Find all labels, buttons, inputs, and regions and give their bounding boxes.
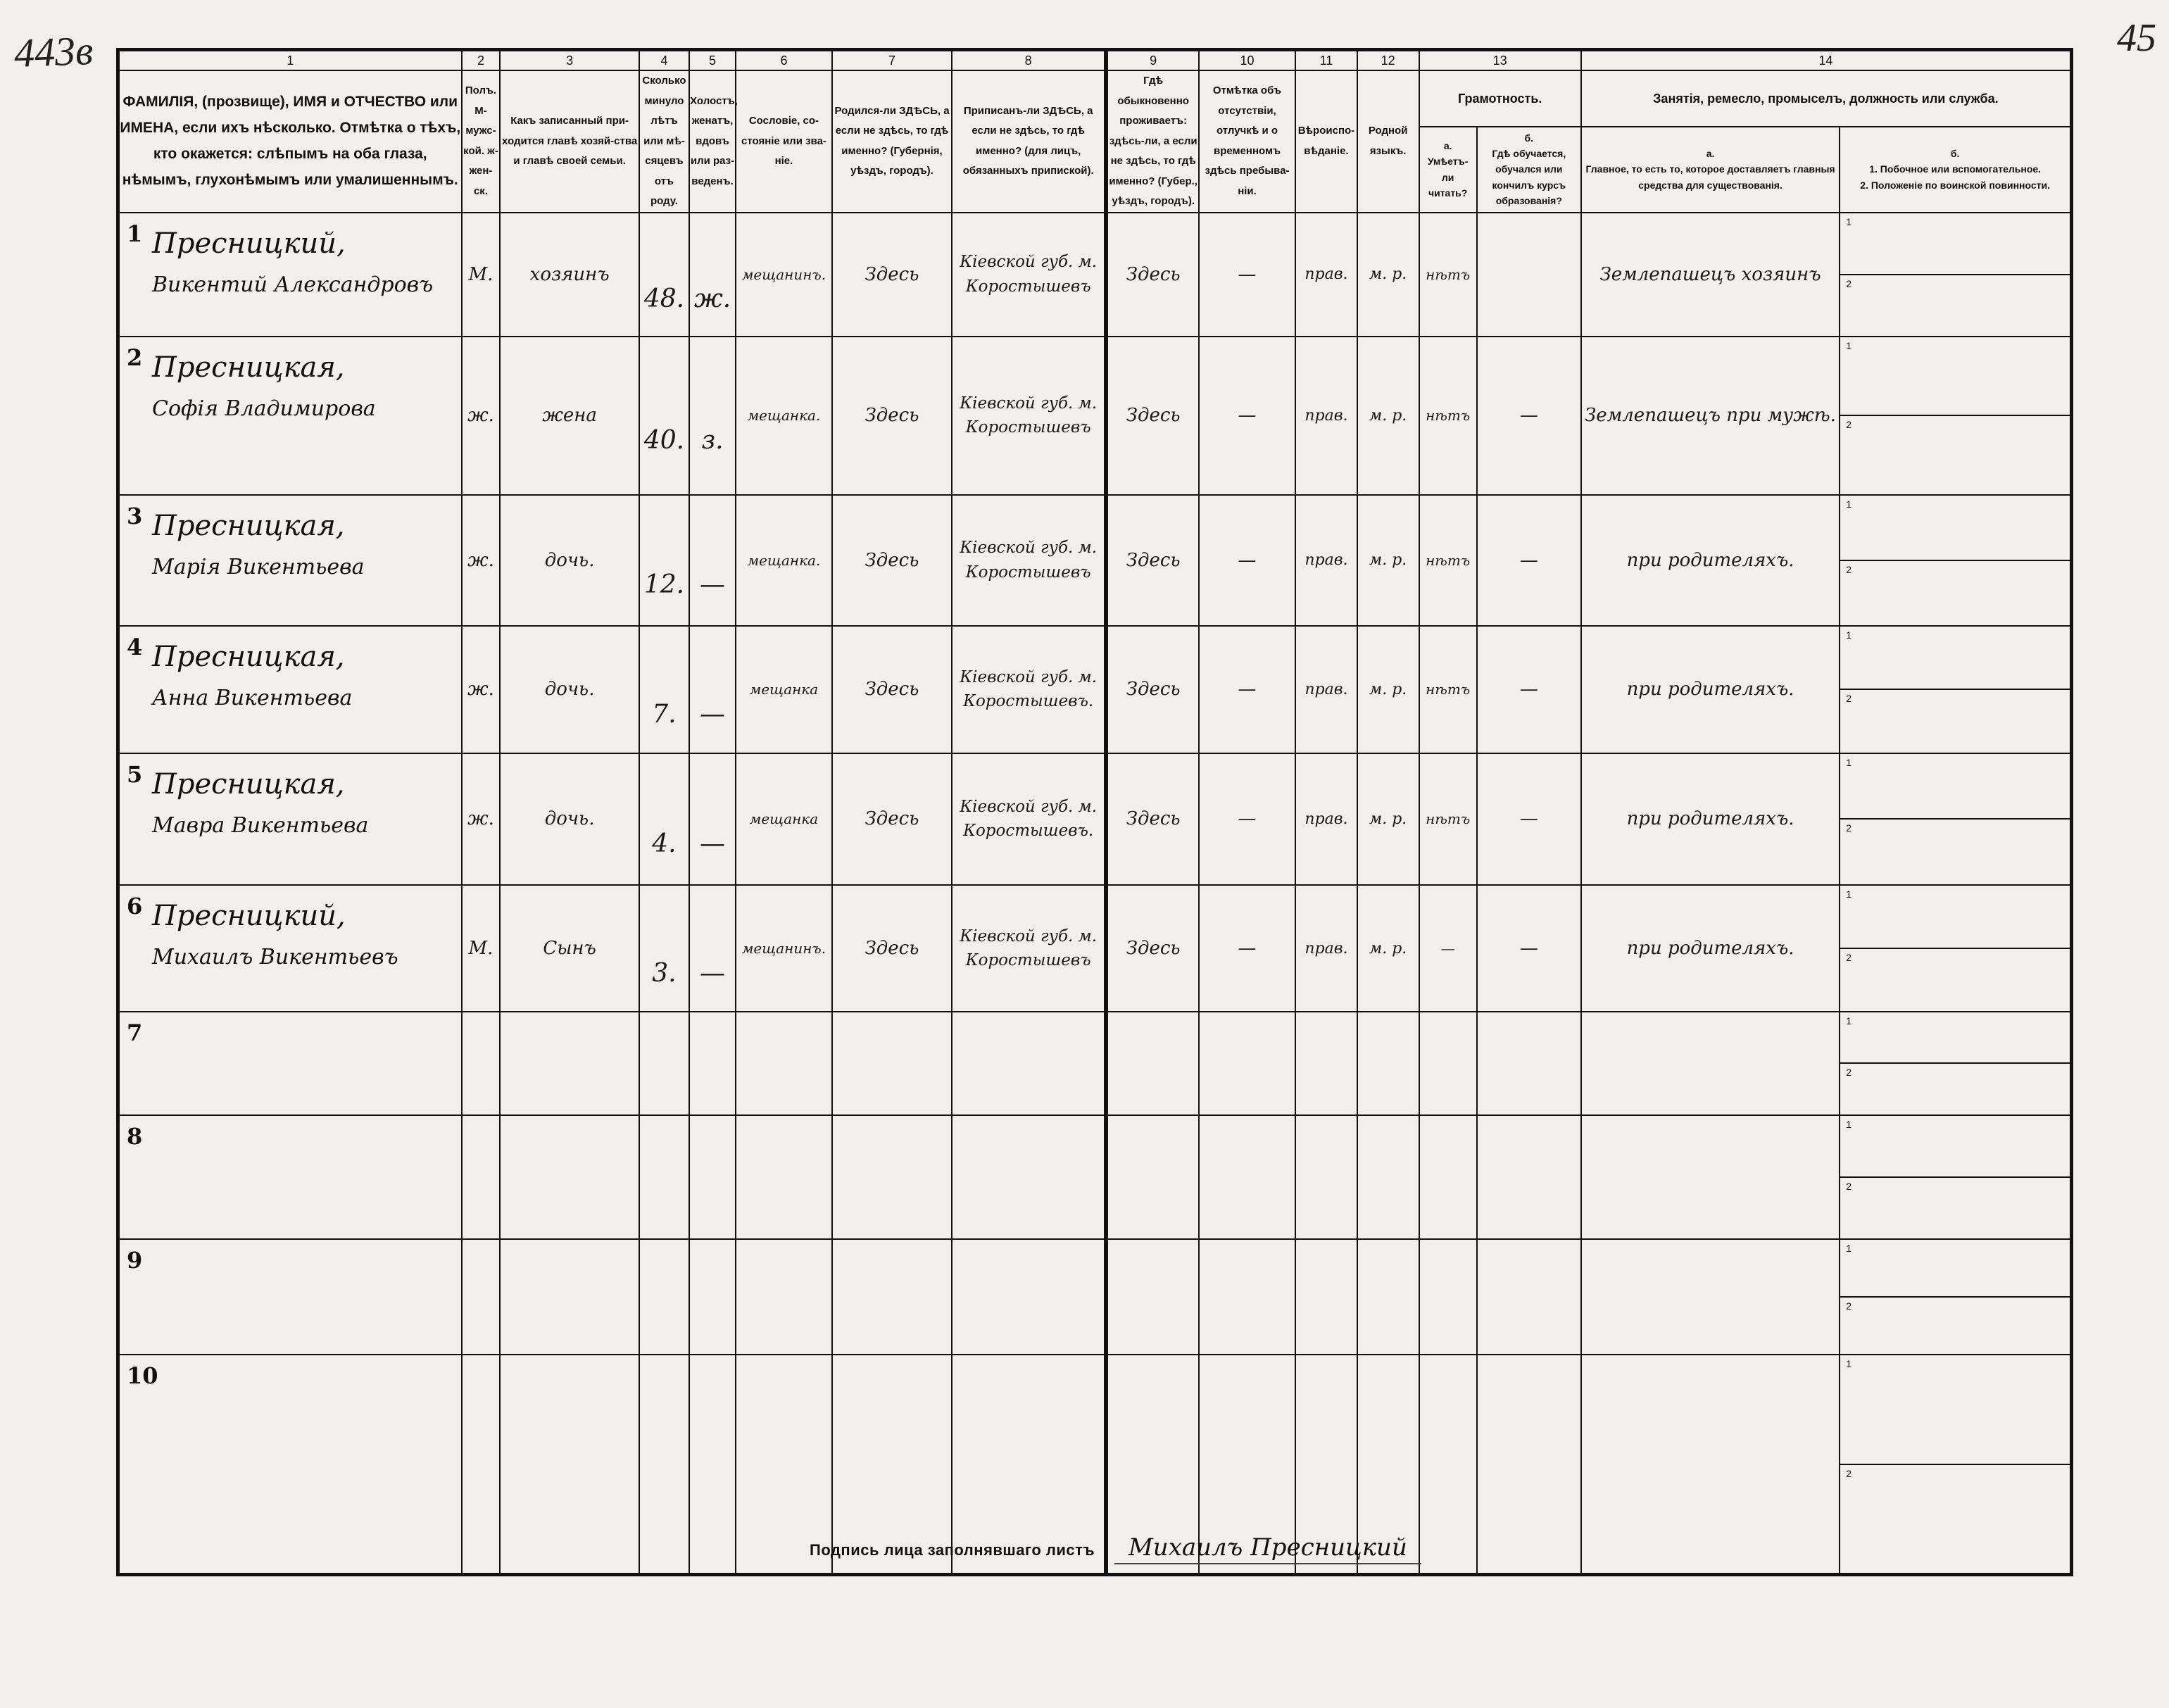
signature-line	[810, 1533, 1514, 1576]
surname: Пресницкая,	[152, 640, 345, 673]
secondary-line-1: 1	[1840, 754, 2070, 820]
sex-cell	[462, 1115, 501, 1239]
col-num: 10	[1199, 50, 1295, 71]
sex-cell	[462, 1355, 501, 1574]
language-cell: м. р.	[1357, 885, 1419, 1012]
language-cell: м. р.	[1357, 337, 1419, 495]
absence-cell	[1199, 1239, 1295, 1355]
table-row	[118, 213, 2072, 337]
table-row	[118, 1239, 2072, 1355]
relation-cell: жена	[500, 337, 639, 495]
header-education	[1477, 127, 1581, 213]
education-cell	[1477, 1012, 1581, 1115]
row-number: 6	[127, 893, 143, 920]
person-name-cell	[118, 885, 462, 1012]
residence-cell: Здесь	[1106, 337, 1199, 495]
religion-cell	[1295, 1115, 1357, 1239]
age-cell	[639, 753, 689, 886]
estate-cell: мещанка.	[736, 495, 832, 626]
sex-cell	[462, 1012, 501, 1115]
col-num: 11	[1295, 50, 1357, 71]
secondary-line-1: 1	[1840, 886, 2070, 949]
residence-cell: Здесь	[1106, 885, 1199, 1012]
secondary-line-1: 1	[1840, 496, 2070, 561]
relation-cell	[500, 1012, 639, 1115]
header-born: Родился-ли ЗДѢСЬ, а если не здѣсь, то гдѣ именно? (Губернія, уѣздъ, городъ).	[832, 70, 952, 213]
header-occupation: Занятія, ремесло, промыселъ, должность или служба.	[1581, 70, 2072, 127]
age-value: 3.	[652, 958, 677, 988]
marital-cell	[689, 753, 736, 886]
literate-cell	[1419, 1012, 1477, 1115]
sub-label: 2. Положеніе по воинской повинности.	[1860, 179, 2050, 191]
marital-cell	[689, 885, 736, 1012]
relation-cell	[500, 1239, 639, 1355]
person-name-cell	[118, 1355, 462, 1574]
religion-cell	[1295, 1012, 1357, 1115]
row-number: 3	[127, 503, 143, 530]
header-name: ФАМИЛІЯ, (прозвище), ИМЯ и ОТЧЕСТВО или ИМЕНА, если ихъ нѣсколько. Отмѣтка о тѣхъ, кто окажется: слѣпымъ на оба глаза, нѣмымъ, глухонѣмымъ или умалишеннымъ.	[118, 70, 462, 213]
secondary-line-2: 2	[1846, 1300, 1852, 1312]
sex-cell: ж.	[462, 337, 501, 495]
residence-cell: Здесь	[1106, 495, 1199, 626]
sex-cell: ж.	[462, 626, 501, 753]
secondary-line-1: 1	[1840, 627, 2070, 690]
absence-cell: —	[1199, 885, 1295, 1012]
literate-cell: нѣтъ	[1419, 753, 1477, 886]
secondary-occupation-cell	[1840, 1115, 2071, 1239]
age-value: 4.	[652, 829, 677, 858]
estate-cell: мещанинъ.	[736, 213, 832, 337]
header-estate: Сословіе, со-стояніе или зва-ніе.	[736, 70, 832, 213]
relation-cell: Сынъ	[500, 885, 639, 1012]
literate-cell: нѣтъ	[1419, 213, 1477, 337]
col-num: 7	[832, 50, 952, 71]
secondary-line-2: 2	[1846, 822, 1852, 834]
marital-cell	[689, 337, 736, 495]
row-number: 2	[127, 344, 143, 371]
occupation-cell: при родителяхъ.	[1581, 626, 1840, 753]
registration-cell: Кіевской губ. м. Коростышевъ	[952, 495, 1106, 626]
sub-letter: б.	[1524, 132, 1534, 144]
age-cell	[639, 1355, 689, 1574]
given-name: Михаилъ Викентьевъ	[152, 945, 398, 970]
col-num: 6	[736, 50, 832, 71]
row-number: 7	[127, 1019, 143, 1047]
sub-letter: а.	[1706, 147, 1715, 159]
col-num: 5	[689, 50, 736, 71]
residence-cell: Здесь	[1106, 213, 1199, 337]
sex-cell: М.	[462, 885, 501, 1012]
occupation-cell: при родителяхъ.	[1581, 495, 1840, 626]
residence-cell	[1106, 1115, 1199, 1239]
row-number: 1	[127, 220, 143, 247]
secondary-line-1: 1	[1840, 1240, 2070, 1298]
age-cell	[639, 1115, 689, 1239]
header-registered: Приписанъ-ли ЗДѢСЬ, а если не здѣсь, то гдѣ именно? (для лицъ, обязанныхъ припиской).	[952, 70, 1106, 213]
birthplace-cell: Здесь	[832, 213, 952, 337]
age-cell	[639, 1239, 689, 1355]
language-cell: м. р.	[1357, 495, 1419, 626]
header-absence: Отмѣтка объ отсутствіи, отлучкѣ и о временномъ здѣсь пребыва-ніи.	[1199, 70, 1295, 213]
literate-cell: —	[1419, 885, 1477, 1012]
sub-letter: б.	[1950, 147, 1960, 159]
birthplace-cell: Здесь	[832, 753, 952, 886]
table-row	[118, 626, 2072, 753]
given-name: Анна Викентьева	[152, 685, 353, 710]
age-cell	[639, 337, 689, 495]
secondary-line-2: 2	[1846, 693, 1852, 705]
education-cell	[1477, 1239, 1581, 1355]
education-cell: —	[1477, 495, 1581, 626]
language-cell: м. р.	[1357, 753, 1419, 886]
age-cell	[639, 495, 689, 626]
header-literacy: Грамотность.	[1419, 70, 1581, 127]
estate-cell: мещанка.	[736, 337, 832, 495]
registration-cell	[952, 1012, 1106, 1115]
sub-label: 1. Побочное или вспомогательное.	[1869, 163, 2042, 175]
surname: Пресницкая,	[152, 767, 345, 800]
residence-cell	[1106, 1239, 1199, 1355]
secondary-occupation-cell	[1840, 753, 2071, 886]
relation-cell: дочь.	[500, 626, 639, 753]
secondary-occupation-cell	[1840, 626, 2071, 753]
age-cell	[639, 1012, 689, 1115]
col-num: 8	[952, 50, 1106, 71]
col-num: 12	[1357, 50, 1419, 71]
religion-cell: прав.	[1295, 753, 1357, 886]
secondary-line-2: 2	[1846, 1180, 1852, 1192]
relation-cell	[500, 1355, 639, 1574]
archive-number-note: 443в	[13, 27, 94, 76]
secondary-occupation-cell	[1840, 1012, 2071, 1115]
col-num: 1	[118, 50, 462, 71]
birthplace-cell: Здесь	[832, 885, 952, 1012]
estate-cell: мещанка	[736, 626, 832, 753]
person-name-cell	[118, 1115, 462, 1239]
secondary-line-1: 1	[1840, 1012, 2070, 1064]
secondary-occupation-cell	[1840, 1355, 2071, 1574]
literate-cell	[1419, 1115, 1477, 1239]
table-row	[118, 1012, 2072, 1115]
header-sex: Полъ. М-мужс-кой. ж-жен-ск.	[462, 70, 501, 213]
secondary-line-2: 2	[1846, 1467, 1852, 1479]
row-number: 4	[127, 633, 143, 660]
signature-name: Михаилъ Пресницкий	[1114, 1533, 1421, 1564]
row-number: 8	[127, 1122, 143, 1150]
header-marital: Холостъ, женатъ, вдовъ или раз-веденъ.	[689, 70, 736, 213]
religion-cell: прав.	[1295, 213, 1357, 337]
col-num: 13	[1419, 50, 1581, 71]
col-num: 2	[462, 50, 501, 71]
absence-cell: —	[1199, 753, 1295, 886]
birthplace-cell: Здесь	[832, 626, 952, 753]
sex-cell: М.	[462, 213, 501, 337]
language-cell: м. р.	[1357, 626, 1419, 753]
language-cell	[1357, 1012, 1419, 1115]
header-secondary-occupation	[1840, 127, 2071, 213]
occupation-cell: при родителяхъ.	[1581, 753, 1840, 886]
language-cell	[1357, 1115, 1419, 1239]
secondary-line-2: 2	[1846, 1067, 1852, 1079]
birthplace-cell	[832, 1239, 952, 1355]
age-value: 12.	[643, 570, 685, 600]
header-row	[118, 70, 2072, 127]
age-value: 40.	[643, 425, 685, 455]
person-name-cell	[118, 337, 462, 495]
marital-value: ж.	[693, 284, 731, 314]
occupation-cell	[1581, 1012, 1840, 1115]
signature-label: Подпись лица заполнявшаго листъ	[810, 1541, 1095, 1559]
sub-letter: а.	[1443, 139, 1452, 151]
religion-cell: прав.	[1295, 337, 1357, 495]
header-literate	[1419, 127, 1477, 213]
literate-cell: нѣтъ	[1419, 626, 1477, 753]
estate-cell: мещанинъ.	[736, 885, 832, 1012]
secondary-line-1: 1	[1840, 337, 2070, 417]
registration-cell: Кіевской губ. м. Коростышевъ	[952, 213, 1106, 337]
relation-cell	[500, 1115, 639, 1239]
marital-cell	[689, 1115, 736, 1239]
secondary-occupation-cell	[1840, 885, 2071, 1012]
sub-label: Гдѣ обучается, обучался или кончилъ курсъ образованія?	[1492, 147, 1566, 207]
given-name: Софія Владимирова	[152, 396, 376, 421]
registration-cell	[952, 1115, 1106, 1239]
occupation-cell: Землепашецъ хозяинъ	[1581, 213, 1840, 337]
secondary-occupation-cell	[1840, 495, 2071, 626]
marital-cell	[689, 1355, 736, 1574]
census-rows	[118, 213, 2072, 1575]
surname: Пресницкая,	[152, 510, 345, 543]
surname: Пресницкая,	[152, 351, 345, 384]
person-name-cell	[118, 1239, 462, 1355]
row-number: 9	[127, 1246, 143, 1274]
absence-cell	[1199, 1115, 1295, 1239]
residence-cell	[1106, 1012, 1199, 1115]
given-name: Марія Викентьева	[152, 555, 365, 580]
language-cell	[1357, 1239, 1419, 1355]
table-row	[118, 753, 2072, 886]
secondary-occupation-cell	[1840, 1239, 2071, 1355]
table-row	[118, 1115, 2072, 1239]
absence-cell: —	[1199, 626, 1295, 753]
secondary-line-2: 2	[1846, 277, 1852, 289]
literate-cell	[1419, 1239, 1477, 1355]
header-main-occupation	[1581, 127, 1840, 213]
estate-cell	[736, 1012, 832, 1115]
marital-cell	[689, 1012, 736, 1115]
relation-cell: хозяинъ	[500, 213, 639, 337]
given-name: Мавра Викентьева	[152, 812, 369, 838]
table-row	[118, 885, 2072, 1012]
registration-cell	[952, 1239, 1106, 1355]
secondary-line-2: 2	[1846, 952, 1852, 964]
person-name-cell	[118, 495, 462, 626]
absence-cell: —	[1199, 213, 1295, 337]
religion-cell: прав.	[1295, 626, 1357, 753]
birthplace-cell	[832, 1115, 952, 1239]
religion-cell: прав.	[1295, 495, 1357, 626]
surname: Пресницкий,	[152, 227, 346, 260]
given-name: Викентий Александровъ	[152, 272, 434, 297]
header-residence: Гдѣ обыкновенно проживаетъ: здѣсь-ли, а если не здѣсь, то гдѣ именно? (Губер., уѣздъ, городъ).	[1106, 70, 1199, 213]
birthplace-cell	[832, 1012, 952, 1115]
marital-value: —	[700, 699, 725, 729]
sub-label: Умѣетъ-ли читать?	[1427, 156, 1469, 199]
birthplace-cell: Здесь	[832, 337, 952, 495]
header-relation: Какъ записанный при-ходится главѣ хозяй-ства и главѣ своей семьи.	[500, 70, 639, 213]
education-cell: —	[1477, 885, 1581, 1012]
header-religion: Вѣроиспо-вѣданіе.	[1295, 70, 1357, 213]
sex-cell: ж.	[462, 495, 501, 626]
person-name-cell	[118, 1012, 462, 1115]
census-table	[116, 48, 2073, 1576]
column-number-row	[118, 50, 2072, 71]
literate-cell: нѣтъ	[1419, 337, 1477, 495]
header-language: Родной языкъ.	[1357, 70, 1419, 213]
person-name-cell	[118, 213, 462, 337]
marital-value: —	[700, 570, 725, 600]
secondary-line-1: 1	[1840, 213, 2070, 275]
age-cell	[639, 885, 689, 1012]
secondary-occupation-cell	[1840, 213, 2071, 337]
col-num: 4	[639, 50, 689, 71]
col-num: 9	[1106, 50, 1199, 71]
estate-cell	[736, 1239, 832, 1355]
secondary-line-1: 1	[1840, 1116, 2070, 1178]
header-age: Сколько минуло лѣтъ или мѣ-сяцевъ отъ роду.	[639, 70, 689, 213]
absence-cell: —	[1199, 495, 1295, 626]
col-num: 14	[1581, 50, 2072, 71]
registration-cell: Кіевской губ. м. Коростышевъ.	[952, 626, 1106, 753]
occupation-cell: при родителяхъ.	[1581, 885, 1840, 1012]
residence-cell: Здесь	[1106, 626, 1199, 753]
occupation-cell	[1581, 1355, 1840, 1574]
language-cell: м. р.	[1357, 213, 1419, 337]
surname: Пресницкий,	[152, 900, 346, 933]
row-number: 10	[127, 1362, 158, 1390]
marital-cell	[689, 1239, 736, 1355]
registration-cell: Кіевской губ. м. Коростышевъ.	[952, 753, 1106, 886]
age-value: 7.	[652, 699, 677, 729]
registration-cell: Кіевской губ. м. Коростышевъ	[952, 337, 1106, 495]
col-num: 3	[500, 50, 639, 71]
registration-cell: Кіевской губ. м. Коростышевъ	[952, 885, 1106, 1012]
marital-value: —	[700, 829, 725, 858]
table-row	[118, 495, 2072, 626]
education-cell	[1477, 1115, 1581, 1239]
person-name-cell	[118, 753, 462, 886]
age-cell	[639, 213, 689, 337]
residence-cell: Здесь	[1106, 753, 1199, 886]
marital-cell	[689, 213, 736, 337]
sex-cell: ж.	[462, 753, 501, 886]
literate-cell: нѣтъ	[1419, 495, 1477, 626]
marital-cell	[689, 626, 736, 753]
relation-cell: дочь.	[500, 495, 639, 626]
table-row	[118, 337, 2072, 495]
secondary-line-1: 1	[1840, 1355, 2070, 1464]
occupation-cell	[1581, 1115, 1840, 1239]
estate-cell: мещанка	[736, 753, 832, 886]
education-cell: —	[1477, 753, 1581, 886]
relation-cell: дочь.	[500, 753, 639, 886]
birthplace-cell: Здесь	[832, 495, 952, 626]
absence-cell	[1199, 1012, 1295, 1115]
education-cell: —	[1477, 626, 1581, 753]
age-cell	[639, 626, 689, 753]
education-cell: —	[1477, 337, 1581, 495]
secondary-occupation-cell	[1840, 337, 2071, 495]
person-name-cell	[118, 626, 462, 753]
secondary-line-2: 2	[1846, 419, 1852, 431]
marital-value: з.	[701, 425, 724, 455]
marital-cell	[689, 495, 736, 626]
religion-cell: прав.	[1295, 885, 1357, 1012]
secondary-line-2: 2	[1846, 563, 1852, 575]
age-value: 48.	[643, 284, 685, 314]
sub-label: Главное, то есть то, которое доставляетъ главныя средства для существованія.	[1585, 163, 1835, 191]
row-number: 5	[127, 760, 143, 788]
absence-cell: —	[1199, 337, 1295, 495]
occupation-cell: Землепашецъ при мужѣ.	[1581, 337, 1840, 495]
page-number-note: 45	[2117, 16, 2156, 60]
occupation-cell	[1581, 1239, 1840, 1355]
religion-cell	[1295, 1239, 1357, 1355]
marital-value: —	[700, 958, 725, 988]
estate-cell	[736, 1115, 832, 1239]
sex-cell	[462, 1239, 501, 1355]
education-cell	[1477, 213, 1581, 337]
